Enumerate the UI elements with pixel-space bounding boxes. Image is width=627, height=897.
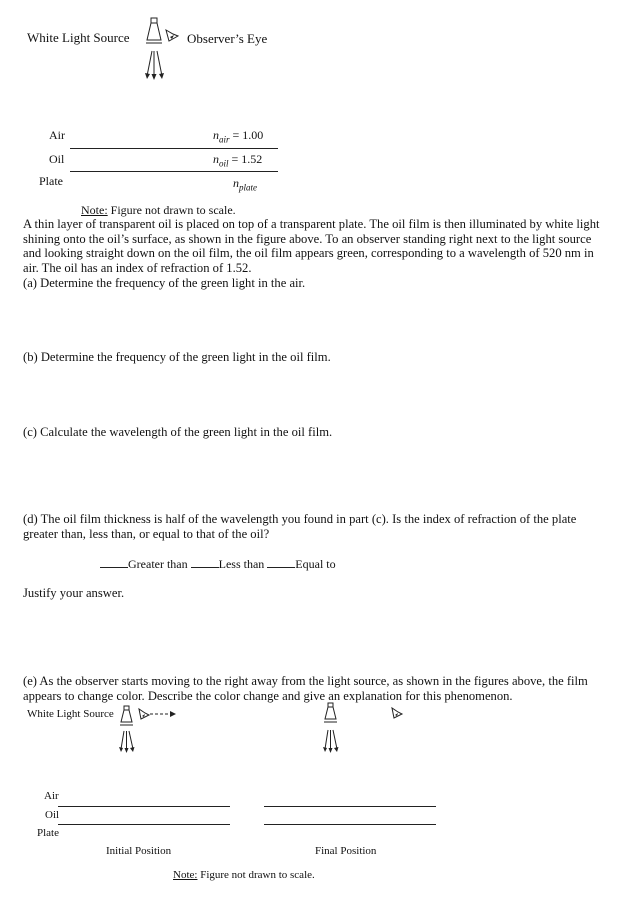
fig2-layer-oil: Oil: [45, 809, 60, 821]
initial-air-oil-line: [58, 806, 230, 807]
layer-label-plate: Plate: [39, 174, 63, 188]
question-d: (d) The oil film thickness is half of the wavelength you found in part (c). Is the index of refraction of the plate greater than, less than, or equal to that of the oil?: [23, 512, 577, 541]
source-label-2: White Light Source: [27, 708, 114, 720]
figure2-note: Note: Figure not drawn to scale.: [173, 869, 315, 881]
layer-label-air: Air: [49, 128, 65, 142]
initial-position-label: Initial Position: [106, 845, 172, 857]
air-oil-boundary: [70, 148, 278, 149]
initial-oil-plate-line: [58, 824, 230, 825]
figure1-note: Note: Figure not drawn to scale.: [81, 203, 236, 217]
eye-icon: [165, 28, 181, 42]
fig2-layer-plate: Plate: [37, 827, 59, 839]
observer-label: Observer’s Eye: [187, 31, 268, 46]
question-b: (b) Determine the frequency of the green light in the oil film.: [23, 350, 331, 364]
eye-moving-icon: [138, 708, 178, 722]
justify-prompt: Justify your answer.: [23, 586, 125, 600]
option-less: Less than: [218, 557, 265, 571]
oil-plate-boundary: [70, 171, 278, 172]
question-c: (c) Calculate the wavelength of the green light in the oil film.: [23, 425, 333, 439]
blank-equal[interactable]: [267, 556, 295, 568]
final-oil-plate-line: [264, 824, 436, 825]
n-plate-value: $n_{plate}$: [233, 176, 257, 193]
layer-label-oil: Oil: [49, 152, 65, 166]
n-air-value: $n_{air} = 1.00$: [213, 128, 264, 145]
question-e: (e) As the observer starts moving to the right away from the light source, as shown in the figures above, the film appears to change color. Describe the color change and give an explanation for this phenomenon.: [23, 674, 588, 703]
light-source-icon-final: [321, 703, 353, 757]
answer-options: [100, 556, 336, 572]
source-label: White Light Source: [27, 30, 130, 45]
final-air-oil-line: [264, 806, 436, 807]
question-a: (a) Determine the frequency of the green light in the air.: [23, 276, 306, 290]
n-oil-value: $n_{oil} = 1.52$: [213, 152, 263, 169]
fig2-layer-air: Air: [44, 790, 59, 802]
option-equal: Equal to: [295, 557, 336, 571]
blank-greater[interactable]: [100, 556, 128, 568]
option-greater: Greater than: [128, 557, 188, 571]
intro-paragraph: A thin layer of transparent oil is placed on top of a transparent plate. The oil film is then illuminated by white light shining onto the oil’s surface, as shown in the figure above. To an observer standing right next to the light source and looking straight down on the oil film, the oil film appears green, corresponding to a wavelength of 520 nm in air. The oil has an index of refraction of 1.52.: [23, 217, 600, 275]
final-position-label: Final Position: [315, 845, 377, 857]
eye-icon-final: [391, 707, 405, 721]
blank-less[interactable]: [191, 556, 219, 568]
